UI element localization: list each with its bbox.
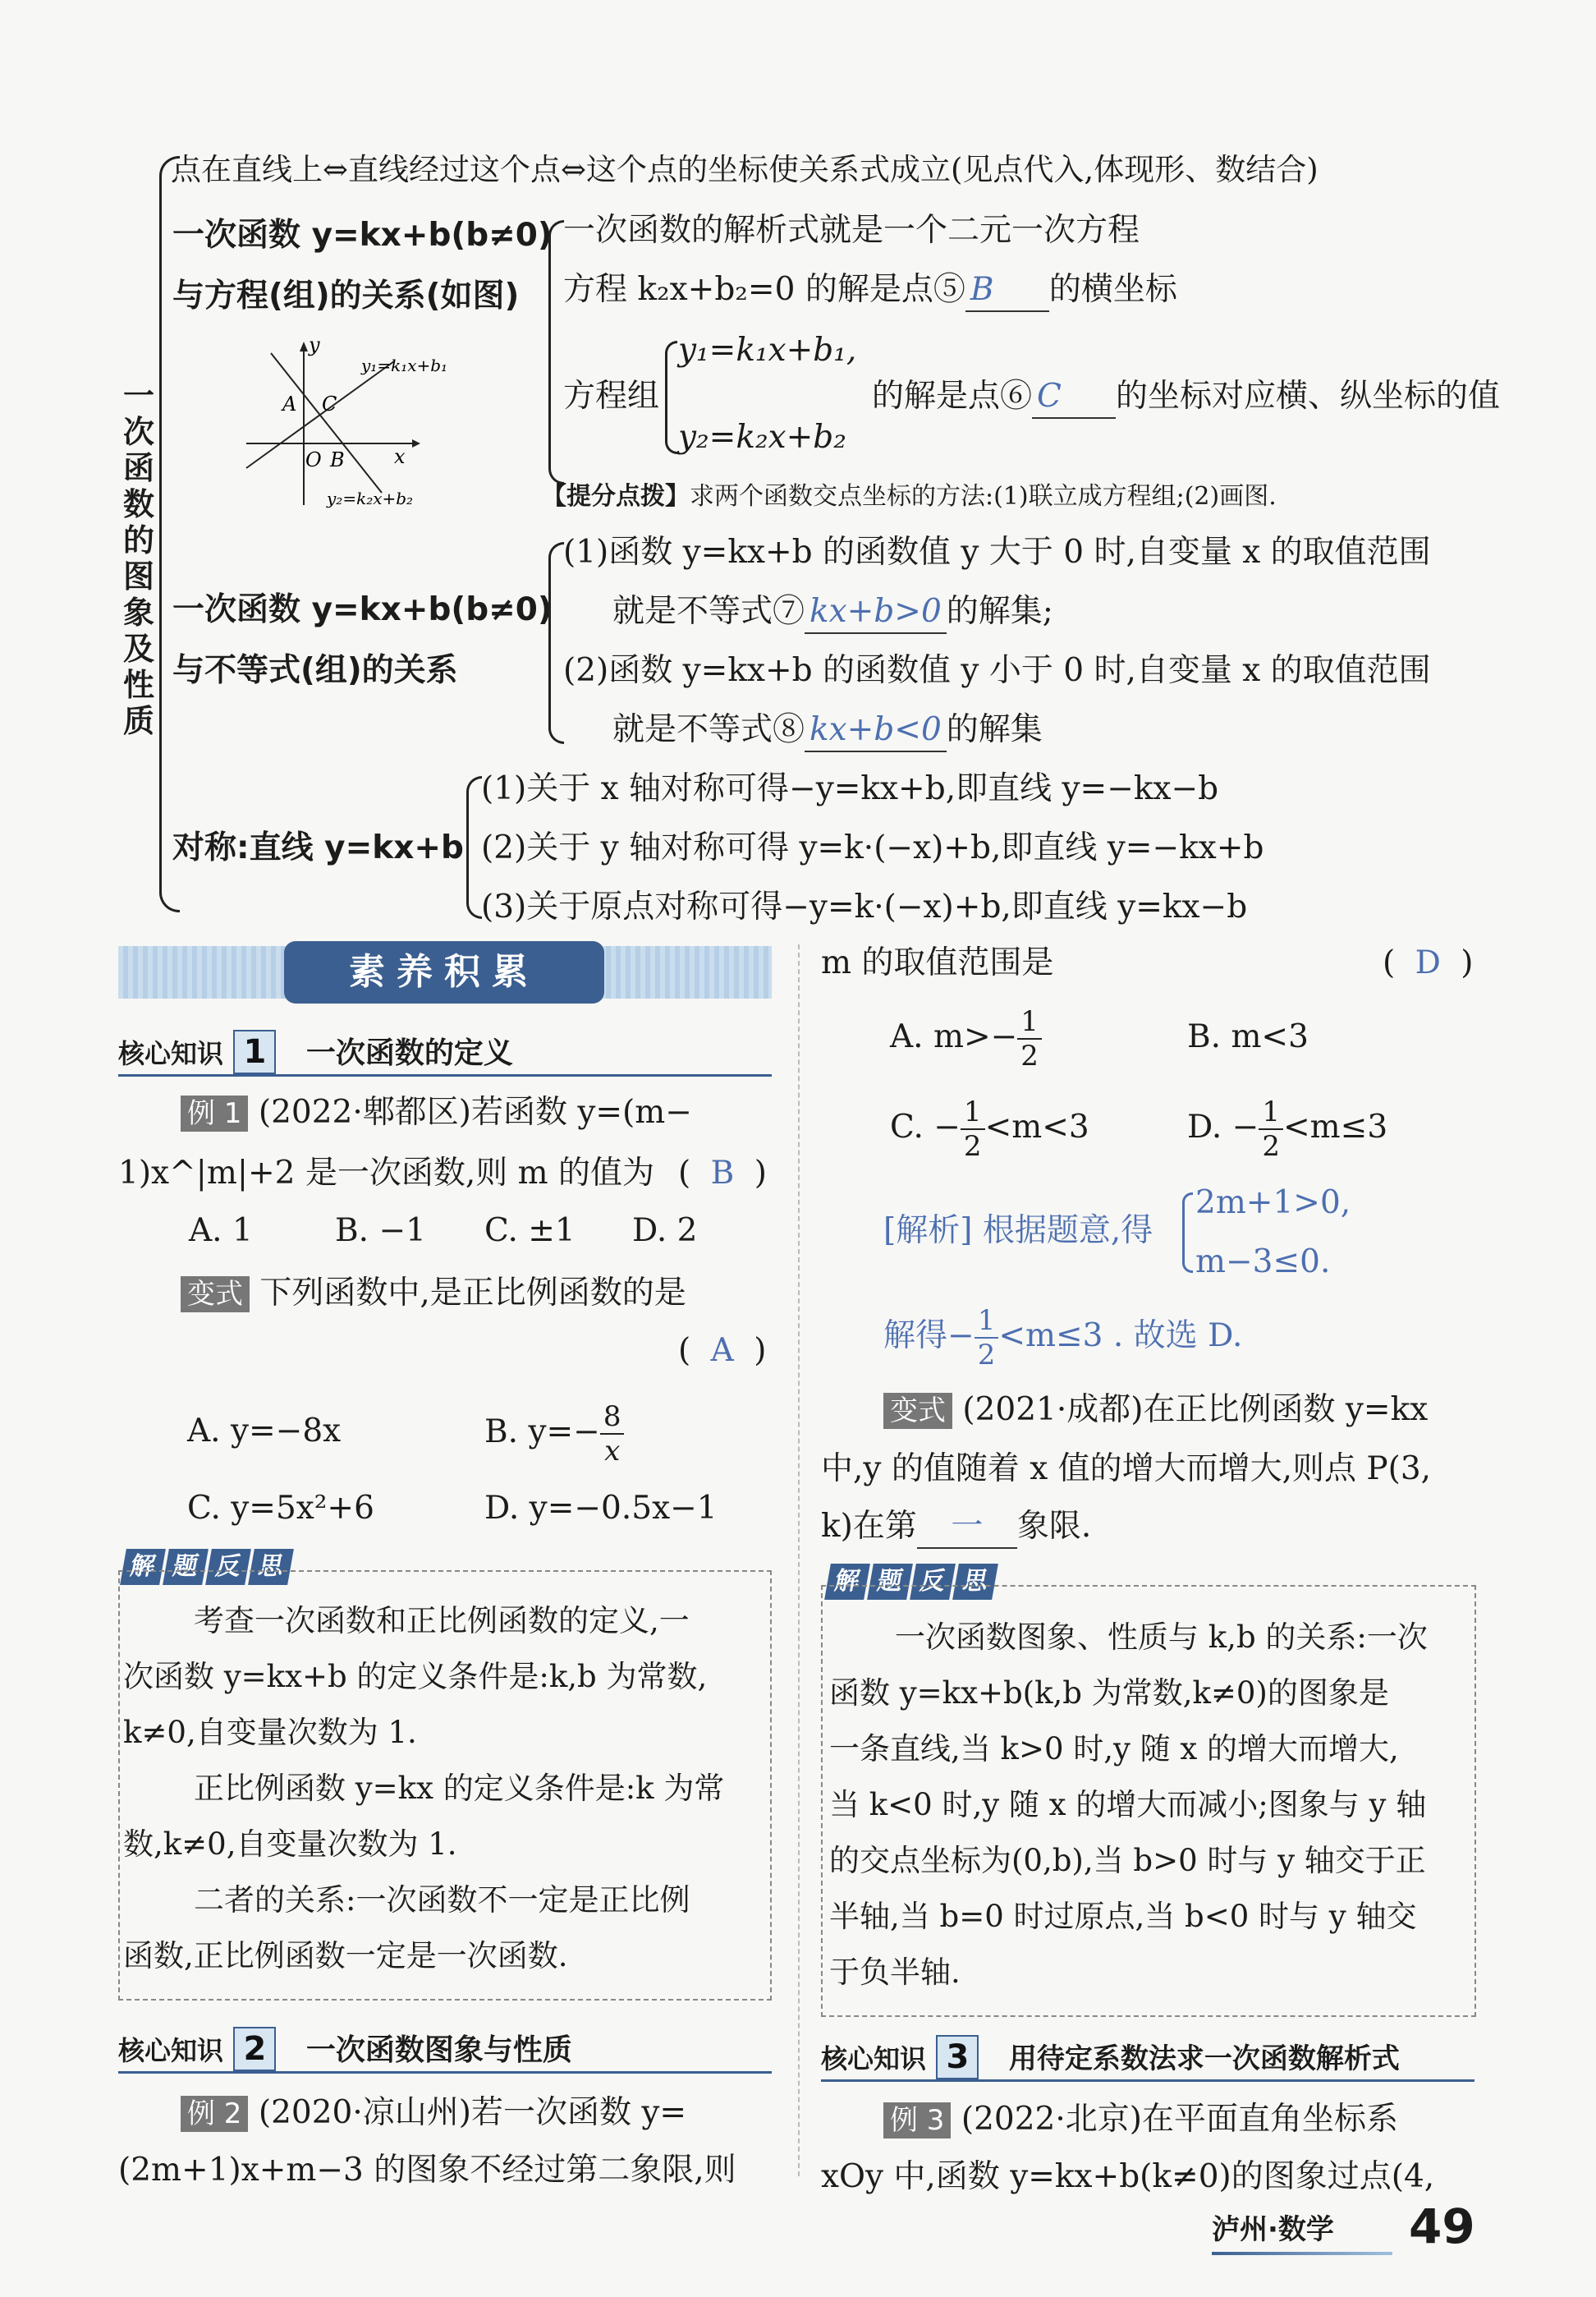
reflect-right-l4: 当 k<0 时,y 随 x 的增大而减小;图象与 y 轴 bbox=[829, 1787, 1427, 1822]
opt-d-den: 2 bbox=[1262, 1130, 1280, 1163]
opt-a-num: 1 bbox=[1017, 1005, 1042, 1040]
ex1-ans: B bbox=[710, 1155, 735, 1192]
ex3-line1 bbox=[883, 2099, 1398, 2140]
var1-opt-b bbox=[484, 1393, 624, 1472]
sol-brace bbox=[1182, 1192, 1193, 1273]
var1-opt-b-num: 8 bbox=[600, 1400, 625, 1435]
var1-opt-b-pre: B. y=− bbox=[484, 1413, 600, 1450]
sol-sys2: m−3≤0. bbox=[1195, 1243, 1331, 1280]
ex1-opt-c: C. ±1 bbox=[484, 1212, 576, 1249]
var2-line2: 中,y 的值随着 x 值的增大而增大,则点 P(3, bbox=[821, 1450, 1432, 1487]
var1-text: 下列函数中,是正比例函数的是 bbox=[259, 1275, 686, 1312]
kn1-heading bbox=[118, 1030, 513, 1074]
ineq-2b-pre: 就是不等式⑧ bbox=[612, 711, 805, 748]
opt-d-frac bbox=[1259, 1096, 1283, 1163]
ex1-opt-a: A. 1 bbox=[189, 1212, 253, 1249]
var1-opt-b-den: x bbox=[604, 1435, 621, 1468]
eq-line2-post: 的横坐标 bbox=[1048, 271, 1177, 308]
graph-a-label: A bbox=[282, 393, 297, 416]
eq-sys-post: 的坐标对应横、纵坐标的值 bbox=[1116, 378, 1501, 415]
kn1-title: 一次函数的定义 bbox=[305, 1036, 513, 1070]
ineq-1a: (1)函数 y=kx+b 的函数值 y 大于 0 时,自变量 x 的取值范围 bbox=[563, 534, 1431, 571]
eq-line1: 一次函数的解析式就是一个二元一次方程 bbox=[563, 212, 1140, 249]
kn3-heading bbox=[821, 2035, 1400, 2079]
ineq-2b-post: 的解集 bbox=[946, 711, 1043, 748]
ex2-text1: (2020·凉山州)若一次函数 y= bbox=[258, 2094, 687, 2131]
summary-row1: 点在直线上⇔直线经过这个点⇔这个点的坐标使关系式成立(见点代入,体现形、数结合) bbox=[171, 152, 1319, 187]
reflect-right-l7: 于负半轴. bbox=[829, 1955, 961, 1990]
footer-region: 泸州·数学 bbox=[1212, 2213, 1334, 2246]
reflect-right-c2: 题 bbox=[867, 1564, 913, 1600]
cont-ans: D bbox=[1415, 944, 1441, 981]
var1-opt-b-frac bbox=[600, 1400, 625, 1468]
eq-sys-label: 方程组 bbox=[563, 378, 660, 415]
column-divider bbox=[798, 944, 801, 2176]
tip-line bbox=[542, 476, 1277, 517]
eq-sys-text bbox=[872, 376, 1500, 419]
page-number: 49 bbox=[1409, 2198, 1475, 2254]
reflect-right-c4: 思 bbox=[952, 1564, 998, 1600]
eq-sys-1: y₁=k₁x+b₁, bbox=[678, 332, 857, 369]
var1-line bbox=[181, 1273, 686, 1314]
kn1-rule bbox=[118, 1074, 772, 1077]
var2-answer: 一 bbox=[917, 1506, 1017, 1549]
cont-answer: ( D ) bbox=[1383, 944, 1474, 981]
sym-brace bbox=[466, 776, 482, 919]
sol-label: [解析] bbox=[883, 1212, 973, 1249]
ineq-1b-post: 的解集; bbox=[946, 593, 1053, 630]
reflect-right-l1: 一次函数图象、性质与 k,b 的关系:一次 bbox=[895, 1619, 1428, 1655]
var2-line1 bbox=[883, 1390, 1428, 1431]
opt-c-frac bbox=[961, 1096, 985, 1163]
graph-line1-label: y₁=k₁x+b₁ bbox=[361, 356, 448, 375]
sol-result-pre: 解得− bbox=[883, 1317, 975, 1354]
eq-sys-pre: 的解是点⑥ bbox=[872, 378, 1033, 415]
eq-brace bbox=[548, 220, 564, 485]
ineq-1b bbox=[612, 591, 1053, 634]
kn3-rule bbox=[821, 2079, 1474, 2082]
banner-title: 素养积累 bbox=[284, 941, 604, 1004]
footer-rule bbox=[1212, 2252, 1392, 2255]
ineq-brace bbox=[548, 542, 564, 744]
eq-heading2: 与方程(组)的关系(如图) bbox=[172, 278, 520, 315]
ineq-2b bbox=[612, 710, 1043, 752]
var2-line3 bbox=[821, 1506, 1091, 1549]
sol-result-den: 2 bbox=[977, 1339, 996, 1371]
opt-d bbox=[1187, 1091, 1387, 1165]
reflect-left-p1c: k≠0,自变量次数为 1. bbox=[123, 1715, 417, 1750]
kn2-num: 2 bbox=[233, 2027, 276, 2071]
main-brace bbox=[159, 156, 180, 912]
ex1-text1: (2022·郫都区)若函数 y=(m− bbox=[258, 1094, 692, 1131]
var2-text1: (2021·成都)在正比例函数 y=kx bbox=[962, 1391, 1429, 1428]
eq-line2-pre: 方程 k₂x+b₂=0 的解是点⑤ bbox=[563, 271, 965, 308]
var1-tag: 变式 bbox=[181, 1276, 250, 1312]
sol-result-frac bbox=[975, 1304, 999, 1371]
opt-d-post: <m≤3 bbox=[1283, 1109, 1388, 1146]
reflect-right-l2: 函数 y=kx+b(k,b 为常数,k≠0)的图象是 bbox=[829, 1675, 1389, 1711]
graph-o-label: O bbox=[305, 448, 322, 471]
reflect-left-p2a: 正比例函数 y=kx 的定义条件是:k 为常 bbox=[194, 1771, 725, 1806]
tip-text: 求两个函数交点坐标的方法:(1)联立成方程组;(2)画图. bbox=[690, 482, 1277, 511]
kn2-title: 一次函数图象与性质 bbox=[305, 2033, 572, 2067]
sol-result-post: <m≤3 . 故选 D. bbox=[998, 1317, 1243, 1354]
var2-line3-pre: k)在第 bbox=[821, 1508, 917, 1545]
ex1-line1 bbox=[181, 1092, 692, 1133]
sym-3: (3)关于原点对称可得−y=k·(−x)+b,即直线 y=kx−b bbox=[481, 889, 1248, 926]
eq-sys-brace bbox=[665, 341, 677, 454]
ex1-tag: 例 1 bbox=[181, 1096, 248, 1132]
reflect-left-p1a: 考查一次函数和正比例函数的定义,一 bbox=[194, 1603, 690, 1638]
sol-sys1: 2m+1>0, bbox=[1195, 1184, 1351, 1221]
ex2-line2: (2m+1)x+m−3 的图象不经过第二象限,则 bbox=[118, 2152, 736, 2189]
opt-a bbox=[890, 1000, 1042, 1074]
ineq-1b-pre: 就是不等式⑦ bbox=[612, 593, 805, 630]
ex3-line2: xOy 中,函数 y=kx+b(k≠0)的图象过点(4, bbox=[821, 2158, 1435, 2195]
sym-heading: 对称:直线 y=kx+b bbox=[172, 829, 464, 866]
sol-result bbox=[883, 1299, 1242, 1373]
reflect-right-l3: 一条直线,当 k>0 时,y 随 x 的增大而增大, bbox=[829, 1731, 1399, 1766]
sym-2: (2)关于 y 轴对称可得 y=k·(−x)+b,即直线 y=−kx+b bbox=[481, 829, 1264, 866]
ex3-tag: 例 3 bbox=[883, 2102, 951, 2139]
reflect-right-c3: 反 bbox=[910, 1564, 956, 1600]
reflect-left-c3: 反 bbox=[205, 1549, 251, 1585]
kn2-heading bbox=[118, 2027, 572, 2071]
reflect-left-p2b: 数,k≠0,自变量次数为 1. bbox=[123, 1826, 457, 1862]
graph-line2-label: y₂=k₂x+b₂ bbox=[327, 489, 414, 508]
solution-line bbox=[883, 1211, 1153, 1252]
ex1-line2: 1)x^|m|+2 是一次函数,则 m 的值为 bbox=[118, 1155, 655, 1192]
ineq-heading1: 一次函数 y=kx+b(b≠0) bbox=[172, 591, 553, 628]
ex1-opt-d: D. 2 bbox=[632, 1212, 698, 1249]
graph-b-label: B bbox=[330, 448, 345, 471]
opt-c-post: <m<3 bbox=[984, 1109, 1089, 1146]
kn2-label: 核心知识 bbox=[118, 2035, 224, 2066]
ex2-line1 bbox=[181, 2093, 686, 2134]
opt-b: B. m<3 bbox=[1187, 1018, 1309, 1055]
var1-answer: ( A ) bbox=[678, 1332, 767, 1369]
ineq-heading2: 与不等式(组)的关系 bbox=[172, 652, 458, 689]
opt-a-den: 2 bbox=[1020, 1040, 1039, 1073]
ex1-answer: ( B ) bbox=[678, 1155, 767, 1192]
var1-opt-d: D. y=−0.5x−1 bbox=[484, 1490, 718, 1527]
var1-opt-a: A. y=−8x bbox=[187, 1413, 342, 1449]
graph-y-label: y bbox=[309, 333, 320, 356]
reflect-right-c1: 解 bbox=[824, 1564, 870, 1600]
ex2-tag: 例 2 bbox=[181, 2096, 248, 2132]
eq-sys-2: y₂=k₂x+b₂ bbox=[678, 419, 846, 456]
eq-sys-answer: C bbox=[1032, 376, 1116, 419]
opt-c-num: 1 bbox=[961, 1096, 985, 1130]
kn3-title: 用待定系数法求一次函数解析式 bbox=[1008, 2042, 1400, 2075]
reflect-right-l6: 半轴,当 b=0 时过原点,当 b<0 时与 y 轴交 bbox=[829, 1899, 1417, 1934]
sol-result-num: 1 bbox=[975, 1304, 999, 1339]
kn1-num: 1 bbox=[233, 1030, 276, 1074]
reflect-left-p1b: 次函数 y=kx+b 的定义条件是:k,b 为常数, bbox=[123, 1659, 708, 1694]
graph-c-label: C bbox=[322, 393, 337, 416]
opt-d-pre: D. − bbox=[1187, 1109, 1259, 1146]
var2-tag: 变式 bbox=[883, 1393, 952, 1429]
kn1-label: 核心知识 bbox=[118, 1038, 224, 1069]
graph-x-label: x bbox=[394, 445, 406, 468]
opt-d-num: 1 bbox=[1259, 1096, 1283, 1130]
reflect-left-p3b: 函数,正比例函数一定是一次函数. bbox=[123, 1938, 568, 1973]
tip-label: 【提分点拨】 bbox=[542, 482, 690, 511]
reflect-left-c2: 题 bbox=[163, 1549, 209, 1585]
kn3-label: 核心知识 bbox=[821, 2043, 927, 2074]
ex1-opt-b: B. −1 bbox=[335, 1212, 426, 1249]
eq-line2-answer: B bbox=[965, 269, 1049, 312]
ineq-2b-answer: kx+b<0 bbox=[805, 710, 947, 752]
intersection-graph bbox=[230, 328, 493, 517]
var1-opt-c: C. y=5x²+6 bbox=[187, 1490, 374, 1527]
sol-text: 根据题意,得 bbox=[982, 1212, 1153, 1249]
opt-c bbox=[890, 1091, 1089, 1165]
ex3-text1: (2022·北京)在平面直角坐标系 bbox=[961, 2101, 1398, 2138]
kn2-rule bbox=[118, 2071, 772, 2074]
ineq-2a: (2)函数 y=kx+b 的函数值 y 小于 0 时,自变量 x 的取值范围 bbox=[563, 652, 1431, 689]
opt-a-pre: A. m>− bbox=[890, 1018, 1018, 1055]
cont-text: m 的取值范围是 bbox=[821, 944, 1054, 981]
var2-line3-post: 象限. bbox=[1016, 1508, 1092, 1545]
reflect-left-c4: 思 bbox=[248, 1549, 294, 1585]
var1-ans: A bbox=[710, 1332, 734, 1369]
opt-c-den: 2 bbox=[963, 1130, 982, 1163]
reflect-left-p3a: 二者的关系:一次函数不一定是正比例 bbox=[194, 1882, 690, 1918]
opt-c-pre: C. − bbox=[890, 1109, 961, 1146]
kn3-num: 3 bbox=[936, 2035, 979, 2079]
opt-a-frac bbox=[1017, 1005, 1042, 1073]
reflect-left-c1: 解 bbox=[120, 1549, 166, 1585]
summary-vertical-title: 一次函数的图象及性质 bbox=[122, 378, 154, 739]
sym-1: (1)关于 x 轴对称可得−y=kx+b,即直线 y=−kx−b bbox=[481, 770, 1219, 807]
eq-line2 bbox=[563, 269, 1177, 312]
eq-heading1: 一次函数 y=kx+b(b≠0) bbox=[172, 217, 553, 254]
ineq-1b-answer: kx+b>0 bbox=[805, 591, 947, 634]
reflect-right-l5: 的交点坐标为(0,b),当 b>0 时与 y 轴交于正 bbox=[829, 1843, 1426, 1878]
